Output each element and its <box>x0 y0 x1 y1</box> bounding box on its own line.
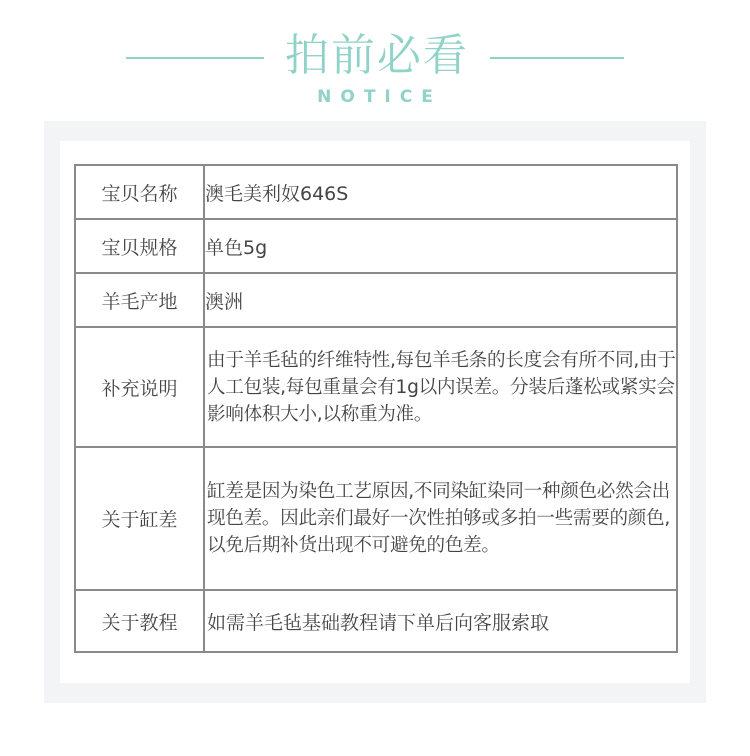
table-row <box>75 219 677 273</box>
table-row <box>75 447 677 590</box>
row-value-tutorial: 如需羊毛毡基础教程请下单后向客服索取 <box>204 590 677 652</box>
row-value-notes: 由于羊毛毡的纤维特性,每包羊毛条的长度会有所不同,由于人工包装,每包重量会有1g以内误差。分装后蓬松或紧实会影响体积大小,以称重为准。 <box>204 327 677 447</box>
table-row <box>75 165 677 219</box>
row-value-spec: 单色5g <box>204 219 677 273</box>
row-value-dye-lot: 缸差是因为染色工艺原因,不同染缸染同一种颜色必然会出现色差。因此亲们最好一次性拍够或多拍一些需要的颜色,以免后期补货出现不可避免的色差。 <box>204 447 677 590</box>
row-value-name: 澳毛美利奴646S <box>204 165 677 219</box>
row-label-name: 宝贝名称 <box>75 165 204 219</box>
table-row <box>75 590 677 652</box>
page-subtitle: NOTICE <box>317 87 442 107</box>
row-label-tutorial: 关于教程 <box>75 590 204 652</box>
notice-header <box>0 0 750 120</box>
row-value-origin: 澳洲 <box>204 273 677 327</box>
product-info-table <box>74 164 678 653</box>
title-divider-right <box>490 57 624 59</box>
row-label-notes: 补充说明 <box>75 327 204 447</box>
notice-panel <box>44 121 706 703</box>
table-row <box>75 327 677 447</box>
notice-card <box>60 141 690 683</box>
title-divider-left <box>126 57 264 59</box>
row-label-origin: 羊毛产地 <box>75 273 204 327</box>
page-title: 拍前必看 <box>285 30 469 81</box>
row-label-spec: 宝贝规格 <box>75 219 204 273</box>
table-row <box>75 273 677 327</box>
row-label-dye-lot: 关于缸差 <box>75 447 204 590</box>
